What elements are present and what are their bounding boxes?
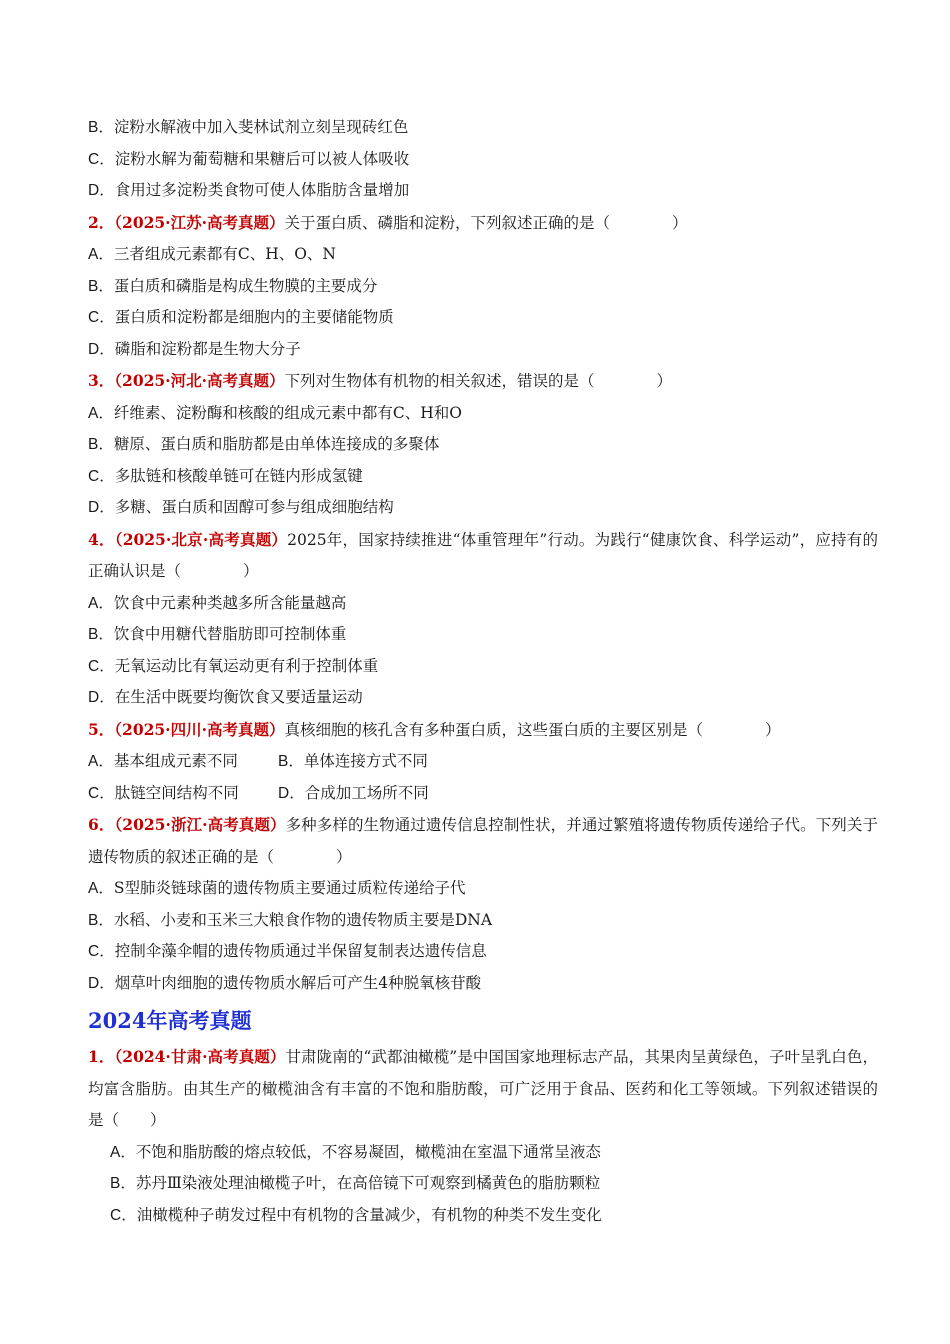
option-c: C．控制伞藻伞帽的遗传物质通过半保留复制表达遗传信息	[88, 942, 487, 960]
option-a: A．S型肺炎链球菌的遗传物质主要通过质粒传递给子代	[88, 879, 466, 897]
question-content	[88, 112, 878, 1231]
option-a: A．不饱和脂肪酸的熔点较低，不容易凝固，橄榄油在室温下通常呈液态	[110, 1142, 601, 1161]
option-d: D．磷脂和淀粉都是生物大分子	[88, 339, 301, 358]
question-2024-1-stem: 1．（2024·甘肃·高考真题）甘肃陇南的“武都油橄榄”是中国国家地理标志产品，其果肉呈黄绿色，子叶呈乳白色，均富含脂肪。由其生产的橄榄油含有丰富的不饱和脂肪酸，可广泛用于食品、医药和化工等领域。下列叙述错误的是（ ）	[88, 1047, 878, 1129]
option-d: D．在生活中既要均衡饮食又要适量运动	[88, 688, 363, 706]
option-c: C．蛋白质和淀粉都是细胞内的主要储能物质	[88, 308, 394, 326]
question-4-stem: 4．（2025·北京·高考真题）2025年，国家持续推进“体重管理年”行动。为践行“健康饮食、科学运动”，应持有的正确认识是（ ）	[88, 529, 878, 580]
option-c: C．无氧运动比有氧运动更有利于控制体重	[88, 656, 379, 675]
question-2-stem: 2．（2025·江苏·高考真题）关于蛋白质、磷脂和淀粉，下列叙述正确的是（ ）	[88, 212, 688, 232]
option-a: A．三者组成元素都有C、H、O、N	[88, 245, 336, 263]
option-b: B．单体连接方式不同	[278, 752, 428, 770]
option-b: B．淀粉水解液中加入斐林试剂立刻呈现砖红色	[88, 118, 409, 136]
option-b: B．苏丹Ⅲ染液处理油橄榄子叶，在高倍镜下可观察到橘黄色的脂肪颗粒	[110, 1174, 601, 1192]
option-row-cd	[88, 778, 878, 810]
option-c: C．油橄榄种子萌发过程中有机物的含量减少，有机物的种类不发生变化	[110, 1205, 602, 1224]
question-5-stem: 5．（2025·四川·高考真题）真核细胞的核孔含有多种蛋白质，这些蛋白质的主要区别是（ ）	[88, 719, 781, 739]
option-row-ab	[88, 746, 878, 778]
option-d: D．多糖、蛋白质和固醇可参与组成细胞结构	[88, 498, 394, 516]
option-d: D．烟草叶肉细胞的遗传物质水解后可产生4种脱氧核苷酸	[88, 973, 482, 992]
option-d: D．食用过多淀粉类食物可使人体脂肪含量增加	[88, 181, 410, 199]
option-a: A．饮食中元素种类越多所含能量越高	[88, 593, 347, 612]
option-b: B．饮食中用糖代替脂肪即可控制体重	[88, 625, 347, 643]
option-b: B．水稻、小麦和玉米三大粮食作物的遗传物质主要是DNA	[88, 910, 493, 929]
option-a: A．纤维素、淀粉酶和核酸的组成元素中都有C、H和O	[88, 403, 462, 422]
question-3-stem: 3．（2025·河北·高考真题）下列对生物体有机物的相关叙述，错误的是（ ）	[88, 371, 672, 390]
option-c: C．多肽链和核酸单链可在链内形成氢键	[88, 466, 363, 485]
option-a: A．基本组成元素不同	[88, 752, 238, 770]
option-c: C．淀粉水解为葡萄糖和果糖后可以被人体吸收	[88, 149, 410, 168]
option-b: B．糖原、蛋白质和脂肪都是由单体连接成的多聚体	[88, 435, 440, 453]
option-b: B．蛋白质和磷脂是构成生物膜的主要成分	[88, 276, 378, 295]
option-d: D．合成加工场所不同	[278, 783, 429, 802]
section-heading-2024: 2024年高考真题	[88, 1008, 252, 1033]
option-c: C．肽链空间结构不同	[88, 783, 239, 802]
question-6-stem: 6．（2025·浙江·高考真题）多种多样的生物通过遗传信息控制性状，并通过繁殖将遗传物质传递给子代。下列关于遗传物质的叙述正确的是（ ）	[88, 815, 878, 866]
